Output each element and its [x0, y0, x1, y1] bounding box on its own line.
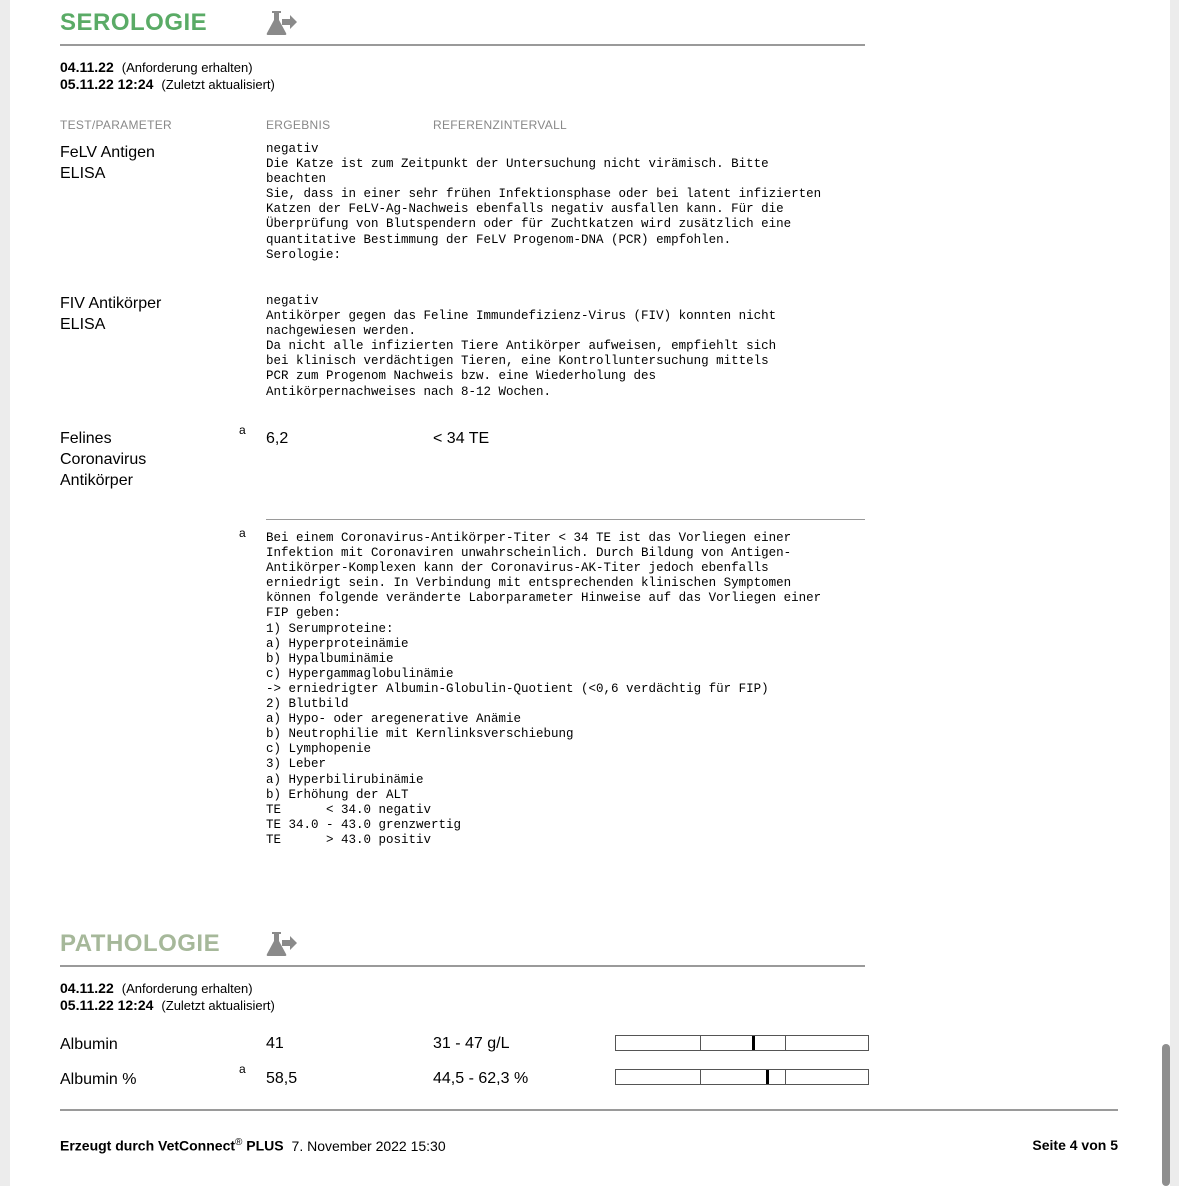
updated-note: (Zuletzt aktualisiert): [161, 77, 275, 92]
fcov-name-1: Felines: [60, 430, 112, 447]
footnote-mark: a: [239, 1062, 246, 1076]
fiv-result-text: negativ Antikörper gegen das Feline Immundefizienz-Virus (FIV) konnten nicht nachgewiesen werden. Da nicht alle infizierten Tiere Antikörper aufweisen, empfiehlt sich bei klinisch verdächtigen Tieren, eine Kontrolluntersuchung mittels PCR zum Progenom Nachweis bzw. eine Wiederholung des Antikörpernachweises nach 8-12 Wochen.: [266, 294, 777, 399]
value-marker: [752, 1036, 755, 1050]
felv-method: ELISA: [60, 165, 106, 182]
albumin-pct-result: 58,5: [266, 1070, 298, 1087]
range-divider: [700, 1070, 701, 1084]
page-number: Seite 4 von 5: [1032, 1137, 1118, 1153]
section-divider: [60, 965, 865, 967]
col-header-reference: REFERENZINTERVALL: [433, 118, 568, 132]
albumin-name: Albumin: [60, 1036, 118, 1053]
fiv-method: ELISA: [60, 316, 106, 333]
updated-date: 05.11.22 12:24: [60, 76, 154, 92]
registered-mark: ®: [235, 1137, 243, 1148]
range-divider: [785, 1036, 786, 1050]
fiv-param: [60, 293, 161, 335]
felv-name: FeLV Antigen: [60, 144, 155, 161]
range-divider: [785, 1070, 786, 1084]
albumin-pct-reference: 44,5 - 62,3 %: [433, 1070, 529, 1087]
albumin-reference: 31 - 47 g/L: [433, 1035, 510, 1052]
felv-result-text: negativ Die Katze ist zum Zeitpunkt der Untersuchung nicht virämisch. Bitte beachten Sie, dass in einer sehr frühen Infektionsphase oder bei latent infizierten Katzen der FeLV-Ag-Nachweis ebenfalls negativ ausfallen kann. Für die Überprüfung von Blutspendern oder für Zuchtkatzen wird zusätzlich eine quantitative Bestimmung der FeLV Progenom-DNA (PCR) empfohlen. Serologie:: [266, 142, 822, 262]
range-divider: [700, 1036, 701, 1050]
footnote-mark: a: [239, 423, 246, 437]
pathologie-dates: [60, 980, 275, 1014]
updated-date: 05.11.22 12:24: [60, 997, 154, 1013]
fcov-name-2: Coronavirus: [60, 451, 147, 468]
flask-arrow-icon[interactable]: [266, 9, 298, 37]
received-note: (Anforderung erhalten): [121, 60, 253, 75]
pathologie-title: PATHOLOGIE: [60, 930, 221, 957]
col-header-param: TEST/PARAMETER: [60, 118, 172, 132]
fcov-param: [60, 428, 146, 491]
fcov-result: 6,2: [266, 430, 289, 447]
updated-note: (Zuletzt aktualisiert): [161, 998, 275, 1013]
col-header-result: ERGEBNIS: [266, 118, 331, 132]
albumin-pct-name: Albumin %: [60, 1071, 137, 1088]
serologie-dates: [60, 59, 275, 93]
flask-arrow-icon[interactable]: [266, 930, 298, 958]
footer-generated: [60, 1137, 446, 1154]
fiv-name: FIV Antikörper: [60, 295, 162, 312]
footnote-mark: a: [239, 526, 246, 540]
generated-by: Erzeugt durch VetConnect: [60, 1137, 236, 1154]
section-divider: [60, 44, 865, 46]
report-page: [10, 0, 1170, 1186]
footer-divider: [60, 1109, 1118, 1111]
fcov-name-3: Antikörper: [60, 472, 133, 489]
footnote-divider: [266, 519, 865, 520]
serologie-title: SEROLOGIE: [60, 9, 208, 36]
albumin-result: 41: [266, 1035, 284, 1052]
received-date: 04.11.22: [60, 59, 114, 75]
vertical-scrollbar[interactable]: [1162, 1044, 1170, 1186]
felv-param: [60, 142, 155, 184]
albumin-range-bar: [615, 1035, 869, 1051]
albumin-pct-range-bar: [615, 1069, 869, 1085]
generated-date: 7. November 2022 15:30: [291, 1137, 446, 1154]
received-date: 04.11.22: [60, 980, 114, 996]
received-note: (Anforderung erhalten): [121, 981, 253, 996]
value-marker: [766, 1070, 769, 1084]
fcov-reference: < 34 TE: [433, 430, 490, 447]
footnote-text: Bei einem Coronavirus-Antikörper-Titer < 34 TE ist das Vorliegen einer Infektion mit Coronaviren unwahrscheinlich. Durch Bildung von Antigen- Antikörper-Komplexen kann der Coronavirus-AK-Titer jedoch ebenfalls erniedrigt sein. In Verbindung mit entsprechenden klinischen Symptomen können folgende veränderte Laborparameter Hinweise auf das Vorliegen einer FIP geben: 1) Serumproteine: a) Hyperproteinämie b) Hypalbuminämie c) Hypergammaglobulinämie -> erniedrigter Albumin-Globulin-Quotient (<0,6 verdächtig für FIP) 2) Blutbild a) Hypo- oder aregenerative Anämie b) Neutrophilie mit Kernlinksverschiebung c) Lymphopenie 3) Leber a) Hyperbilirubinämie b) Erhöhung der ALT TE < 34.0 negativ TE 34.0 - 43.0 grenzwertig TE > 43.0 positiv: [266, 531, 822, 847]
vetconnect-plus: PLUS: [246, 1137, 284, 1154]
